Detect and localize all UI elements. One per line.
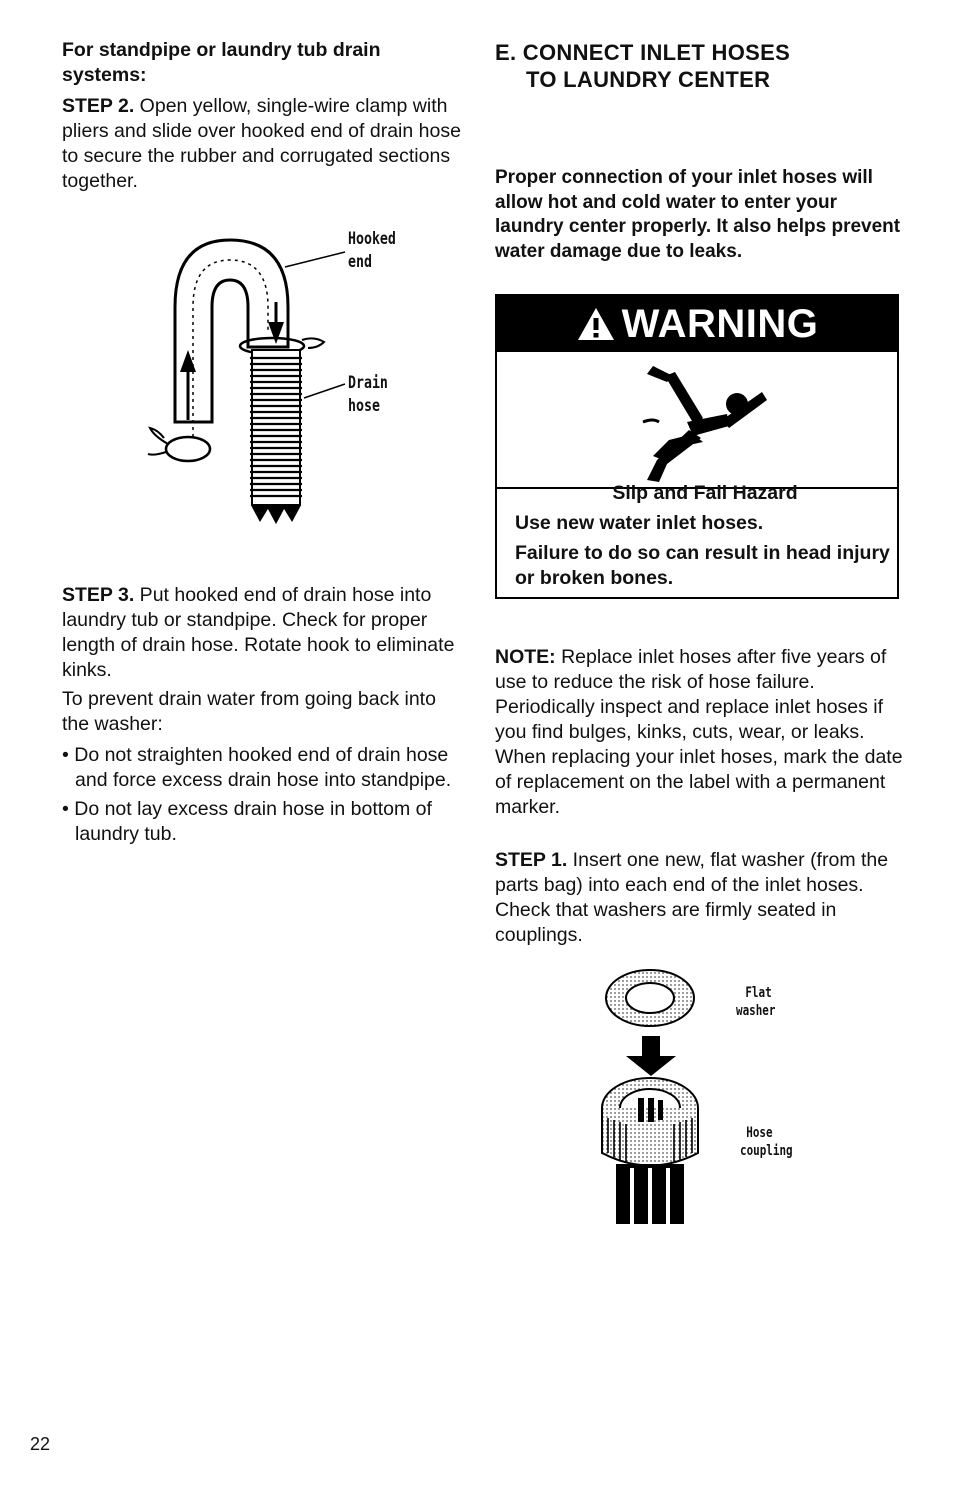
warning-text — [515, 481, 895, 591]
warning-triangle-icon — [576, 306, 616, 342]
page-number: 22 — [30, 1434, 51, 1454]
warning-line1: Use new water inlet hoses. — [515, 512, 764, 534]
bullet-item: • Do not lay excess drain hose in bottom of laundry tub. — [62, 798, 432, 845]
warning-pictogram-area — [497, 352, 897, 489]
flat-label-line2: washer — [736, 1003, 776, 1019]
step3-text: Put hooked end of drain hose into laundry tub or standpipe. Check for proper length of drain hose. Rotate hook to eliminate kinks. — [62, 584, 455, 681]
hose-label-line2: coupling — [740, 1143, 793, 1159]
intro-paragraph — [495, 166, 903, 264]
washer-coupling-figure — [590, 968, 810, 1233]
hose-label-line1: Hose — [746, 1125, 773, 1141]
slip-fall-icon — [497, 352, 897, 485]
note-paragraph — [495, 645, 905, 820]
drain-label-line2: hose — [348, 396, 380, 416]
prevent-text: To prevent drain water from going back into the washer: — [62, 688, 436, 735]
step1-paragraph — [495, 848, 905, 948]
note-text: Replace inlet hoses after five years of use to reduce the risk of hose failure. Periodically inspect and replace inlet hoses if you find bulges, kinks, cuts, wear, or leaks. When replacing your inlet hoses, mark the date of replacement on the label with a permanent marker. — [495, 646, 903, 818]
hooked-label-line1: Hooked — [348, 229, 396, 249]
prevent-paragraph — [62, 687, 462, 737]
washer-coupling-illustration — [590, 968, 810, 1233]
left-heading — [62, 38, 462, 88]
warning-header — [497, 296, 897, 352]
title-line2: TO LAUNDRY CENTER — [526, 67, 771, 92]
step1-text: Insert one new, flat washer (from the parts bag) into each end of the inlet hoses. Check that washers are firmly seated in couplings. — [495, 849, 889, 946]
step2-paragraph — [62, 94, 462, 194]
hose-coupling-label — [740, 1124, 793, 1160]
standpipe-heading: For standpipe or laundry tub drain systems: — [62, 39, 381, 86]
hooked-end-label — [348, 228, 396, 274]
warning-line2: Failure to do so can result in head injury or broken bones. — [515, 542, 890, 589]
bullet-list — [62, 743, 462, 847]
flat-washer-label — [736, 984, 775, 1020]
intro-text: Proper connection of your inlet hoses will allow hot and cold water to enter your laundry center properly. It also helps prevent water damage due to leaks. — [495, 167, 901, 262]
step2-text: Open yellow, single-wire clamp with pliers and slide over hooked end of drain hose to secure the rubber and corrugated sections together. — [62, 95, 461, 192]
drain-hose-label — [348, 372, 388, 418]
drain-hose-figure — [130, 222, 430, 532]
title-line1: E. CONNECT INLET HOSES — [495, 40, 791, 65]
hooked-label-line2: end — [348, 252, 372, 272]
warning-title: WARNING — [621, 301, 819, 346]
bullet-item: • Do not straighten hooked end of drain hose and force excess drain hose into standpipe. — [62, 744, 452, 791]
note-label: NOTE: — [495, 646, 556, 668]
section-e-title — [495, 39, 905, 93]
flat-label-line1: Flat — [745, 985, 772, 1001]
hazard-title: Slip and Fall Hazard — [612, 482, 798, 504]
drain-label-line1: Drain — [348, 373, 388, 393]
step3-paragraph — [62, 583, 462, 683]
step3-label: STEP 3. — [62, 584, 135, 606]
step2-label: STEP 2. — [62, 95, 135, 117]
step1-label: STEP 1. — [495, 849, 568, 871]
